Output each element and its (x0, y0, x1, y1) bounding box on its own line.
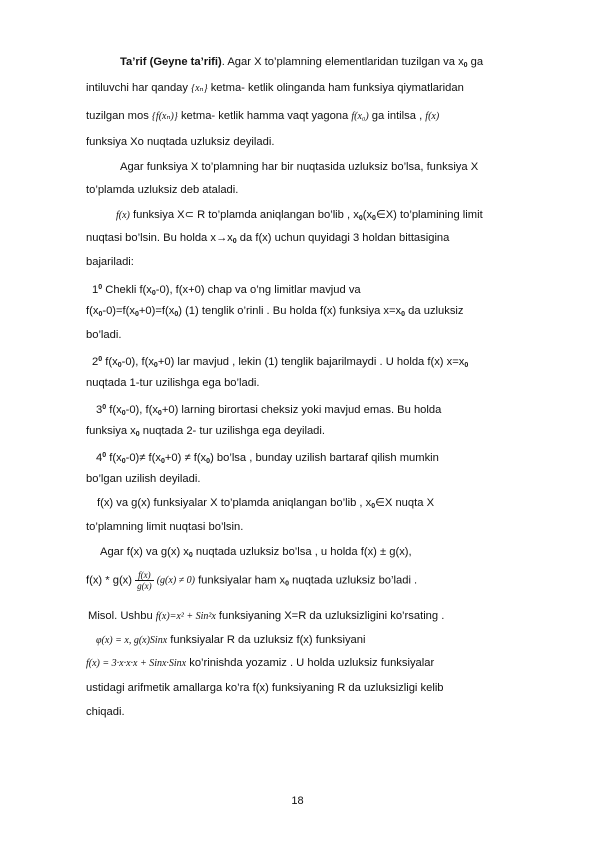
quotient-fraction: $\frac{f(x)}{g(x)}$ (137, 570, 152, 591)
case2-line-1: $2^0$ $f(x_0-0)$, $f(x_0+0)$ lar mavjud , lekin (1) tenglik bajarilmaydi . U holda f(x) $x=x_0$ (92, 356, 469, 369)
para2-line-1: Agar funksiya X to’plamning har bir nuqtasida uzluksiz bo’lsa, funksiya X (120, 161, 479, 173)
example-line-2: φ(x) = x, g(x)Sinx funksiyalar R da uzluksiz f(x) funksiyani (96, 634, 366, 646)
para3-line-2: nuqtasi bo’lsin. Bu holda $x\to x_0$ da f(x) uchun quyidagi 3 holdan bittasigina (86, 232, 450, 245)
example-function-formula: f(x)=x² + Sin²x (155, 611, 216, 622)
case1-line-1: $1^0$ Chekli $f(x_0-0)$, f(x+0) chap va o’ng limitlar mavjud va (92, 284, 361, 297)
para4-line-2: to’plamning limit nuqtasi bo’lsin. (86, 521, 244, 533)
para5-line-2: f(x) * g(x) $\frac{f(x)}{g(x)}$ (g(x) ≠ 0) funksiyalar ham $x_0$ nuqtada uzluksiz bo’ladi . (86, 570, 418, 591)
definition-line-3: tuzilgan mos {f(xₙ)} ketma- ketlik hamma vaqt yagona f(x₀) ga intilsa , f(x) (86, 110, 440, 122)
page-number: 18 (291, 795, 304, 807)
para5-line-1: Agar f(x) va g(x) $x_0$ nuqtada uzluksiz bo’lsa , u holda f(x) ± g(x), (100, 546, 412, 559)
nonzero-condition: (g(x) ≠ 0) (156, 575, 195, 587)
component-functions-formula: φ(x) = x, g(x)Sinx (96, 635, 168, 646)
para3-line-3: bajariladi: (86, 256, 134, 268)
case2-line-2: nuqtada 1-tur uzilishga ega bo’ladi. (86, 377, 260, 389)
function-formula: f(x) (425, 111, 440, 122)
example-line-1: Misol. Ushbu f(x)=x² + Sin²x funksiyaning X=R da uzluksizligini ko’rsating . (88, 610, 445, 622)
example-line-5: chiqadi. (86, 706, 125, 718)
case4-line-1: $4^0$ $f(x_0-0)\ne f(x_0+0) \ne f(x_0)$ bo’lsa , bunday uzilish bartaraf qilish mumkin (96, 452, 439, 465)
definition-line-4: funksiya Xo nuqtada uzluksiz deyiladi. (86, 136, 275, 148)
definition-title: Ta’rif (Geyne ta’rifi) (120, 56, 222, 68)
expanded-function-formula: f(x) = 3·x·x·x + Sinx·Sinx (86, 658, 187, 669)
case3-line-1: $3^0$ $f(x_0-0)$, $f(x_0+0)$ larning birortasi cheksiz yoki mavjud emas. Bu holda (96, 404, 442, 417)
limit-value-formula: f(x₀) (351, 111, 369, 122)
example-line-3: f(x) = 3·x·x·x + Sinx·Sinx ko’rinishda yozamiz . U holda uzluksiz funksiyalar (86, 657, 435, 669)
case1-line-3: bo’ladi. (86, 329, 122, 341)
case1-line-2: $f(x_0-0)=f(x_0+0)=f(x_0)$ (1) tenglik o’rinli . Bu holda f(x) funksiya $x=x_0$ da uzluksiz (86, 305, 464, 318)
para3-line-1: f(x) funksiya X⊂ R to’plamda aniqlangan bo’lib , $x_0(x_0\in X)$ to’plamining limit (116, 209, 483, 222)
para2-line-2: to’plamda uzluksiz deb ataladi. (86, 184, 239, 196)
value-sequence-formula: {f(xₙ)} (151, 111, 178, 122)
definition-line-1: Ta’rif (Geyne ta’rifi). Agar X to’plamning elementlaridan tuzilgan va $x_0$ ga (120, 56, 484, 69)
sequence-formula: {xₙ} (191, 83, 208, 94)
function-formula: f(x) (116, 210, 130, 221)
case4-line-2: bo’lgan uzilish deyiladi. (86, 473, 201, 485)
definition-line-2: intiluvchi har qanday {xₙ} ketma- ketlik olinganda ham funksiya qiymatlaridan (86, 82, 464, 94)
case3-line-2: funksiya $x_0$ nuqtada 2- tur uzilishga ega deyiladi. (86, 425, 325, 438)
para4-line-1: f(x) va g(x) funksiyalar X to’plamda aniqlangan bo’lib , $x_0\in X$ nuqta X (97, 497, 435, 510)
example-line-4: ustidagi arifmetik amallarga ko’ra f(x) funksiyaning R da uzluksizligi kelib (86, 682, 444, 694)
